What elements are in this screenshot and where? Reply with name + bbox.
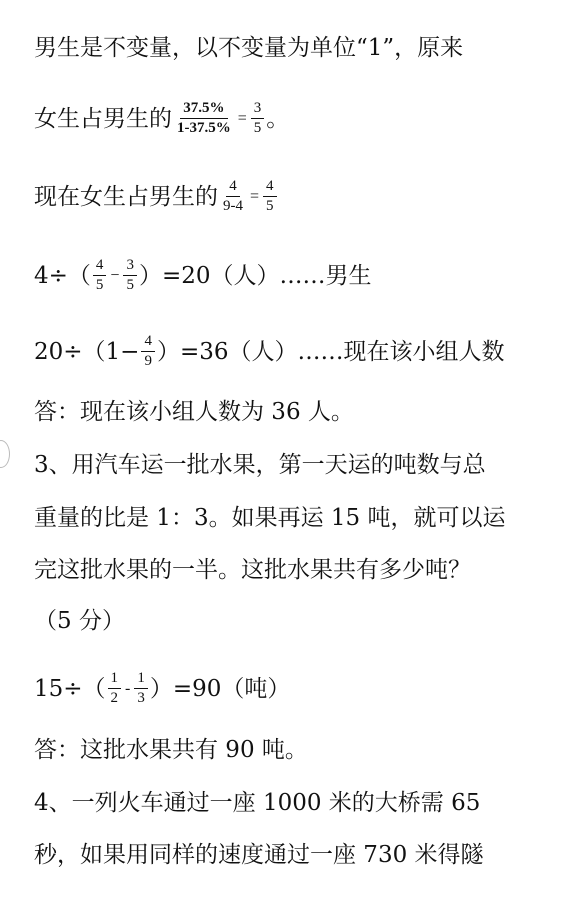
text-line-4	[34, 257, 371, 294]
text-line-9	[34, 555, 471, 585]
fraction-numerator: 3	[123, 257, 137, 276]
page-edge-mark	[0, 440, 10, 468]
text-line-5	[34, 333, 505, 370]
line-11-end: ）=90（吨）	[149, 675, 291, 702]
text-line-3	[34, 178, 279, 215]
fraction-4-9	[141, 333, 155, 370]
line-1-text: 男生是不变量，以不变量为单位“1”，原来	[34, 35, 464, 61]
fraction-denominator: 5	[126, 277, 134, 293]
fraction-numerator: 4	[93, 257, 107, 276]
fraction-4-5	[93, 257, 107, 294]
fraction-denominator: 5	[253, 120, 262, 136]
question-3-line-3: 完这批水果的一半。这批水果共有多少吨？	[34, 557, 471, 583]
text-line-1	[34, 33, 463, 63]
text-line-7	[34, 450, 486, 480]
fraction-numerator: 3	[251, 100, 265, 119]
text-line-2	[34, 100, 289, 137]
line-2-text: 女生占男生的	[34, 105, 172, 132]
fraction-denominator: 5	[95, 277, 104, 293]
fraction-denominator: 9	[144, 353, 152, 369]
fraction-numerator: 4	[226, 178, 240, 197]
line-2-end: 。	[266, 105, 290, 132]
text-line-11	[34, 670, 290, 707]
text-line-6	[34, 397, 354, 427]
fraction-3-5	[123, 257, 137, 294]
fraction-numerator: 37.5%	[180, 100, 227, 119]
fraction-3-5	[251, 100, 265, 137]
text-line-14	[34, 840, 484, 870]
text-line-13	[34, 788, 480, 818]
answer-line-1: 答：现在该小组人数为 36 人。	[34, 399, 354, 425]
equals-sign: =	[250, 187, 260, 205]
fraction-1-3	[134, 670, 148, 707]
fraction-numerator: 4	[263, 178, 277, 197]
line-5-start: 20÷（1−	[34, 338, 140, 365]
minus-sign: -	[125, 679, 131, 697]
fraction-37-5-percent	[174, 100, 234, 137]
answer-line-2: 答：这批水果共有 90 吨。	[34, 737, 308, 763]
fraction-4-over-9-4	[220, 178, 246, 215]
line-4-start: 4÷（	[34, 262, 91, 289]
fraction-numerator: 1	[108, 670, 122, 689]
fraction-denominator: 9-4	[223, 198, 243, 214]
text-line-12	[34, 735, 308, 765]
text-line-8	[34, 503, 505, 533]
fraction-denominator: 3	[137, 690, 145, 706]
fraction-4-5	[263, 178, 277, 215]
fraction-denominator: 1-37.5%	[177, 120, 231, 136]
line-4-end: ）=20（人）……男生	[138, 262, 372, 289]
text-line-10	[34, 606, 125, 636]
fraction-denominator: 5	[266, 198, 274, 214]
fraction-numerator: 4	[141, 333, 155, 352]
equals-sign: =	[237, 109, 247, 127]
fraction-denominator: 2	[110, 690, 119, 706]
fraction-numerator: 1	[134, 670, 148, 689]
line-5-end: ）=36（人）……现在该小组人数	[156, 338, 505, 365]
line-11-start: 15÷（	[34, 675, 106, 702]
question-3-line-1: 3、用汽车运一批水果，第一天运的吨数与总	[34, 452, 486, 478]
question-4-line-1: 4、一列火车通过一座 1000 米的大桥需 65	[34, 790, 481, 816]
minus-sign: −	[110, 266, 120, 284]
fraction-1-2	[108, 670, 122, 707]
question-3-score: （5 分）	[34, 608, 125, 634]
line-3-text: 现在女生占男生的	[34, 183, 218, 210]
question-3-line-2: 重量的比是 1：3。如果再运 15 吨，就可以运	[34, 505, 506, 531]
question-4-line-2: 秒，如果用同样的速度通过一座 730 米得隧	[34, 842, 484, 868]
